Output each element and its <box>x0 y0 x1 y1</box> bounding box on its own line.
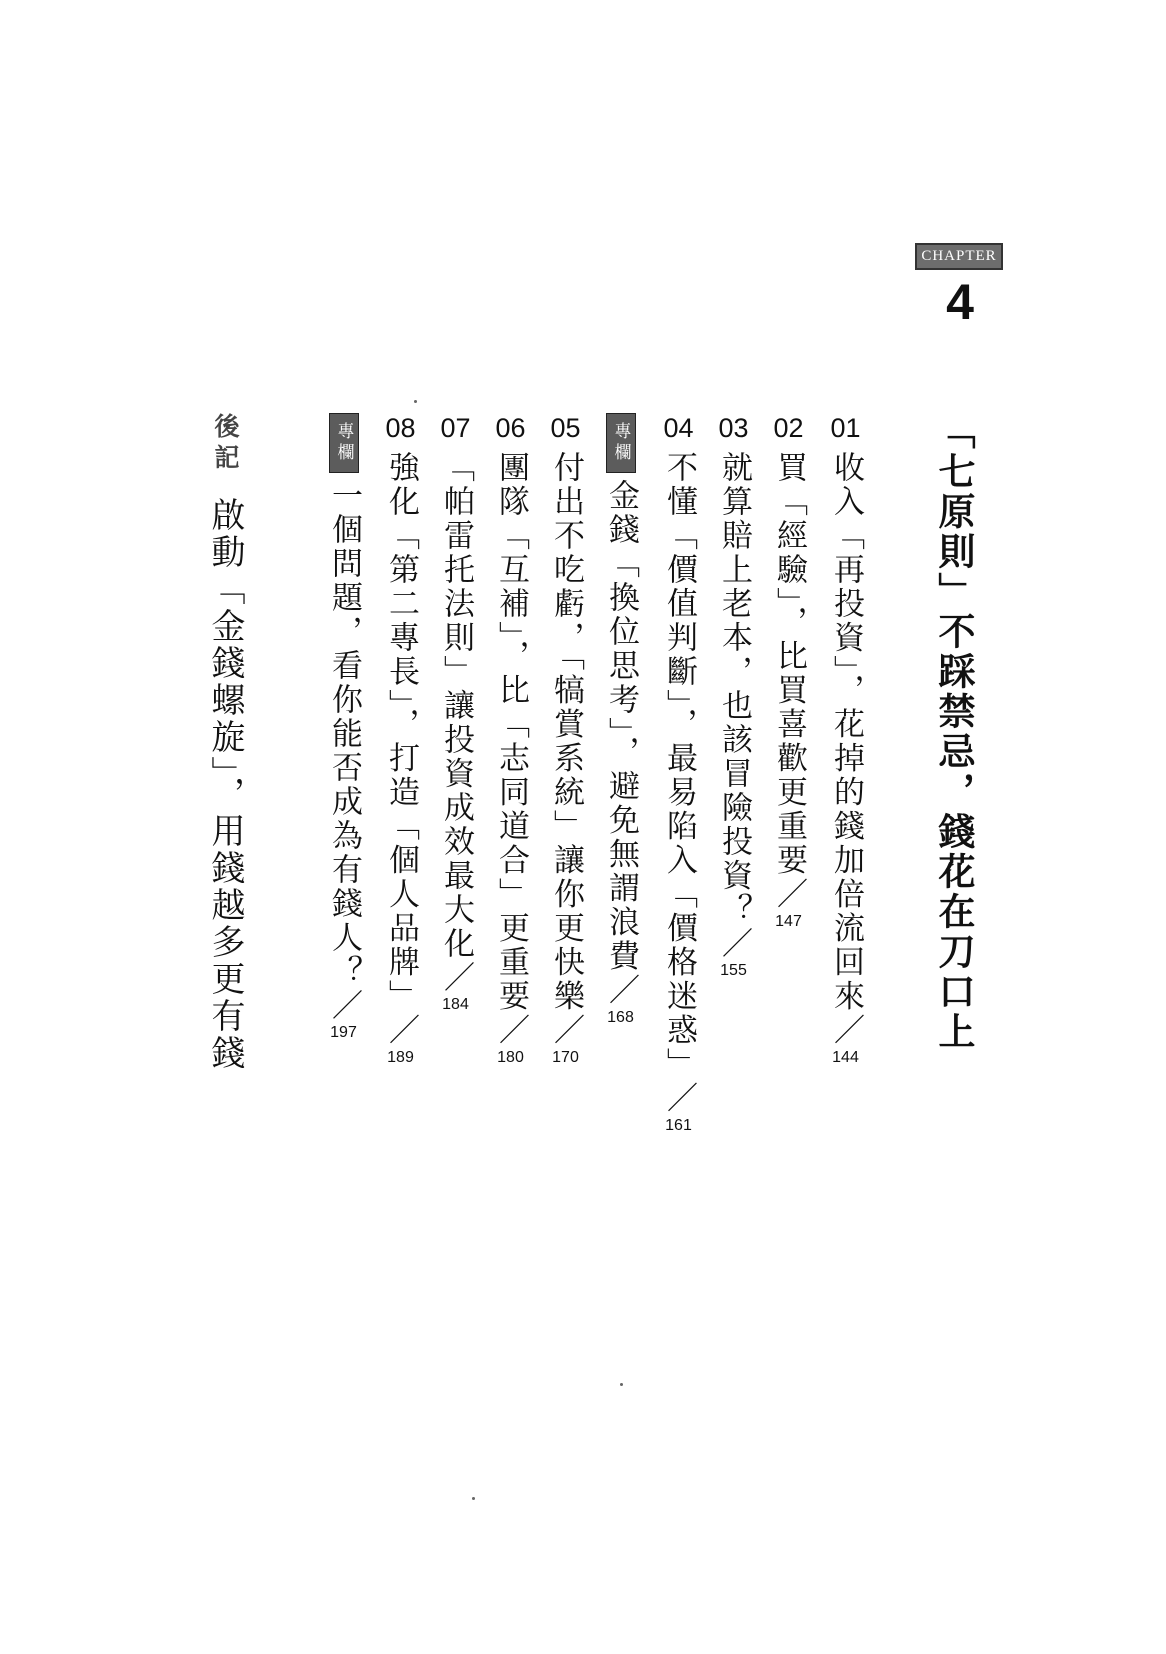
entry-title: 金錢「換位思考」，避免無謂浪費／ <box>603 479 639 1008</box>
entry-page: 168 <box>607 1008 634 1026</box>
entry-number: 02 <box>773 413 804 443</box>
toc-column-entry[interactable] <box>603 413 639 1027</box>
column-badge: 專欄 <box>606 413 636 473</box>
toc-afterword[interactable] <box>207 413 243 1072</box>
toc-entry[interactable] <box>438 413 474 1014</box>
entry-number: 08 <box>385 413 416 443</box>
entry-title: 買「經驗」，比買喜歡更重要／ <box>771 451 807 912</box>
chapter-number: 4 <box>946 274 974 330</box>
chapter-title <box>932 412 975 1052</box>
toc-entry[interactable] <box>548 413 584 1067</box>
chapter-badge: CHAPTER <box>915 243 1003 270</box>
entry-number: 07 <box>440 413 471 443</box>
toc-entry[interactable] <box>383 413 419 1067</box>
afterword-label: 後記 <box>211 413 240 475</box>
entry-page: 184 <box>442 996 469 1013</box>
entry-page: 189 <box>387 1048 414 1066</box>
scan-speck <box>472 1497 475 1500</box>
entry-title: 強化「第二專長」，打造「個人品牌」／ <box>383 451 419 1048</box>
scan-speck <box>620 1383 623 1386</box>
toc-column-entry[interactable] <box>326 413 362 1042</box>
entry-title: 收入「再投資」，花掉的錢加倍流回來／ <box>828 451 864 1048</box>
entry-title: 不懂「價值判斷」，最易陷入「價格迷惑」／ <box>661 451 697 1116</box>
entry-title: 一個問題，看你能否成為有錢人？／ <box>326 479 362 1023</box>
chapter-title-text: 「七原則」不踩禁忌，錢花在刀口上 <box>932 412 975 1052</box>
toc-entry[interactable] <box>828 413 864 1067</box>
toc-entry[interactable] <box>661 413 697 1135</box>
toc-entry[interactable] <box>716 413 752 980</box>
entry-number: 01 <box>830 413 861 443</box>
scan-speck <box>414 400 417 403</box>
entry-title: 「帕雷托法則」讓投資成效最大化／ <box>438 451 474 995</box>
entry-page: 197 <box>330 1024 357 1041</box>
toc-entry[interactable] <box>771 413 807 931</box>
toc-entry[interactable] <box>493 413 529 1067</box>
entry-title: 團隊「互補」，比「志同道合」更重要／ <box>493 451 529 1048</box>
entry-number: 04 <box>663 413 694 443</box>
entry-title: 付出不吃虧，「犒賞系統」讓你更快樂／ <box>548 451 584 1048</box>
entry-number: 05 <box>550 413 581 443</box>
afterword-title: 啟動「金錢螺旋」，用錢越多更有錢 <box>205 497 245 1072</box>
entry-number: 03 <box>718 413 749 443</box>
entry-number: 06 <box>495 413 526 443</box>
entry-page: 170 <box>552 1048 579 1066</box>
entry-title: 就算賠上老本，也該冒險投資？／ <box>716 451 752 961</box>
entry-page: 161 <box>665 1116 692 1134</box>
entry-page: 155 <box>720 962 747 979</box>
entry-page: 147 <box>775 912 802 930</box>
entry-page: 144 <box>832 1048 859 1066</box>
column-badge: 專欄 <box>329 413 359 473</box>
entry-page: 180 <box>497 1048 524 1066</box>
